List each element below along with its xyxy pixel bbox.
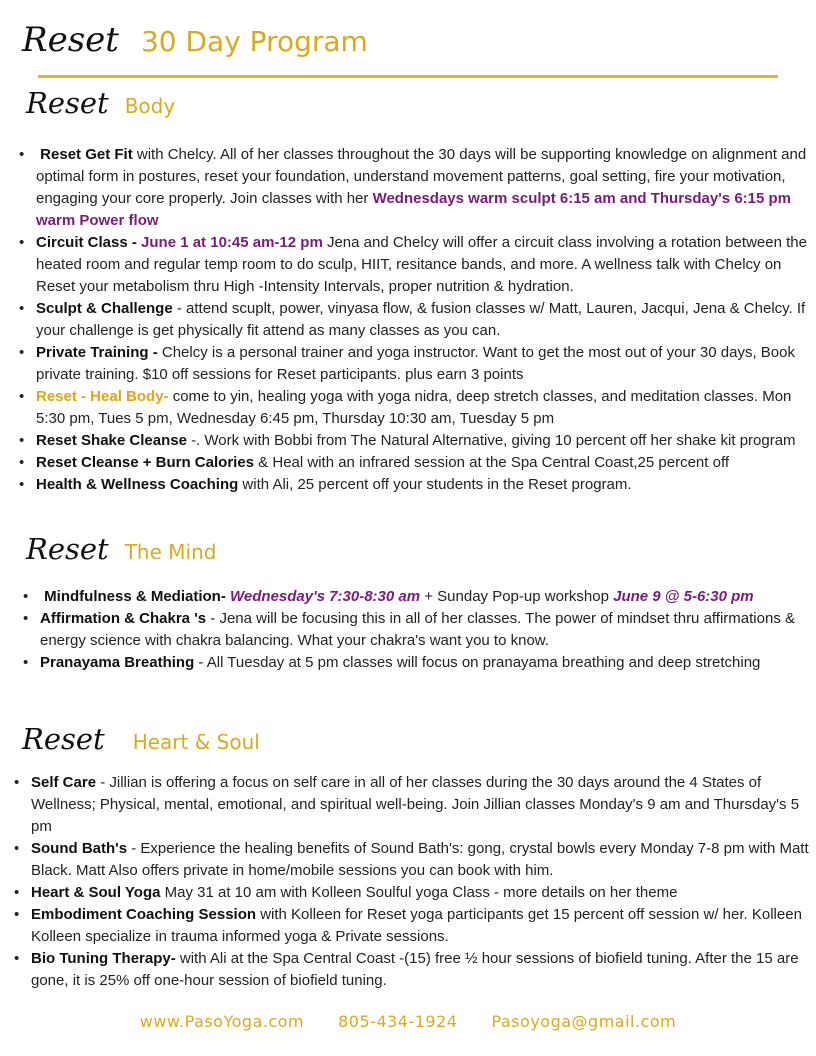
item-highlight: June 1 at 10:45 am-12 pm (141, 234, 323, 251)
item-lead: Self Care (31, 774, 97, 791)
list-item (36, 342, 808, 386)
item-lead: Circuit Class - (36, 234, 142, 251)
page-header (22, 20, 368, 60)
section-title: Body (124, 94, 176, 118)
list-item (36, 298, 808, 342)
list-item (31, 904, 809, 948)
list-item (40, 586, 808, 608)
section-title: The Mind (124, 540, 217, 564)
list-item (36, 474, 808, 496)
list-item (36, 232, 808, 298)
heart-soul-list (31, 772, 809, 992)
section-heading-heart-soul (22, 722, 260, 756)
list-item (36, 452, 808, 474)
item-lead: Private Training - (36, 344, 162, 361)
list-item (31, 948, 809, 992)
section-brand: Reset (26, 532, 109, 566)
item-lead: Health & Wellness Coaching (36, 476, 239, 493)
item-lead: Embodiment Coaching Session (31, 906, 257, 923)
item-text: - attend scuplt, power, vinyasa flow, & fusion classes w/ Matt, Lauren, Jacqui, Jena & Chelcy. If your challenge is get physically fit attend as many classes as you can. (36, 300, 806, 339)
item-text: with Ali at the Spa Central Coast -(15) free ½ hour sessions of biofield tuning. After the 15 are gone, it is 25% off one-hour session of biofield tuning. (31, 950, 799, 989)
item-lead: Mindfulness & Mediation- (44, 588, 231, 605)
section-heading-body (26, 86, 175, 120)
item-lead: Reset Get Fit (40, 146, 133, 163)
list-item (36, 386, 808, 430)
item-text: - Experience the healing benefits of Sound Bath's: gong, crystal bowls every Monday 7-8 pm with Matt Black. Matt Also offers private in home/mobile sessions you can book with him. (31, 840, 809, 879)
brand-logo: Reset (22, 20, 119, 60)
item-text: with Chelcy. All of her classes throughout the 30 days will be supporting knowledge on alignment and optimal form in postures, reset your foundation, understand movement patterns, goal setting, fire your motivation, engaging your core properly. Join classes with her (36, 146, 807, 207)
list-item (31, 838, 809, 882)
item-lead: Heart & Soul Yoga (31, 884, 161, 901)
item-text: with Kolleen for Reset yoga participants get 15 percent off session w/ her. Kolleen Kolleen specialize in trauma informed yoga & Private sessions. (31, 906, 802, 945)
item-text: May 31 at 10 am with Kolleen Soulful yoga Class - more details on her theme (160, 884, 678, 901)
item-text: - Jillian is offering a focus on self care in all of her classes during the 30 days around the 4 States of Wellness; Physical, mental, emotional, and spiritual well-being. Join Jillian classes Monday's 9 am and Thursday's 5 pm (31, 774, 800, 835)
body-list (36, 144, 808, 496)
item-highlight: June 9 @ 5-6:30 pm (613, 588, 754, 605)
item-highlight: Wednesdays warm sculpt 6:15 am and Thursday's 6:15 pm warm Power flow (36, 190, 792, 229)
item-lead: Reset - Heal Body- (36, 388, 173, 405)
page-title: 30 Day Program (140, 25, 368, 58)
item-text: with Ali, 25 percent off your students in the Reset program. (238, 476, 632, 493)
section-title: Heart & Soul (132, 730, 260, 754)
list-item (36, 430, 808, 452)
footer-contact (0, 1012, 816, 1031)
list-item (40, 608, 808, 652)
list-item (40, 652, 808, 674)
list-item (36, 144, 808, 232)
item-highlight: Wednesday's 7:30-8:30 am (230, 588, 421, 605)
list-item (31, 882, 809, 904)
item-lead: Reset Cleanse + Burn Calories (36, 454, 255, 471)
item-lead: Sculpt & Challenge (36, 300, 173, 317)
email-link[interactable]: Pasoyoga@gmail.com (491, 1012, 677, 1031)
item-text: + Sunday Pop-up workshop (420, 588, 614, 605)
website-link[interactable]: www.PasoYoga.com (139, 1012, 305, 1031)
list-item (31, 772, 809, 838)
item-text: - Jena will be focusing this in all of her classes. The power of mindset thru affirmations & energy science with chakra balancing. What your chakra's want you to know. (40, 610, 795, 649)
item-lead: Bio Tuning Therapy- (31, 950, 176, 967)
item-lead: Reset Shake Cleanse (36, 432, 187, 449)
item-text: -. Work with Bobbi from The Natural Alternative, giving 10 percent off her shake kit program (186, 432, 796, 449)
section-brand: Reset (26, 86, 109, 120)
item-lead: Pranayama Breathing (40, 654, 195, 671)
item-lead: Sound Bath's (31, 840, 128, 857)
section-heading-mind (26, 532, 216, 566)
item-text: come to yin, healing yoga with yoga nidra, deep stretch classes, and meditation classes. Mon 5:30 pm, Tues 5 pm, Wednesday 6:45 pm, Thursday 10:30 am, Tuesday 5 pm (36, 388, 792, 427)
phone-number[interactable]: 805-434-1924 (338, 1012, 458, 1031)
item-text: Chelcy is a personal trainer and yoga instructor. Want to get the most out of your 30 days, Book private training. $10 off sessions for Reset participants. plus earn 3 points (36, 344, 795, 383)
section-brand: Reset (22, 722, 105, 756)
item-text: - All Tuesday at 5 pm classes will focus on pranayama breathing and deep stretching (194, 654, 761, 671)
header-divider (38, 75, 778, 78)
item-lead: Affirmation & Chakra 's (40, 610, 207, 627)
item-text: & Heal with an infrared session at the Spa Central Coast,25 percent off (254, 454, 730, 471)
item-text: Jena and Chelcy will offer a circuit class involving a rotation between the heated room and regular temp room to do sculp, HIIT, resitance bands, and more. A wellness talk with Chelcy on Reset your metabolism thru High -Intensity Intervals, proper nutrition & hydration. (36, 234, 807, 295)
mind-list (40, 586, 808, 674)
